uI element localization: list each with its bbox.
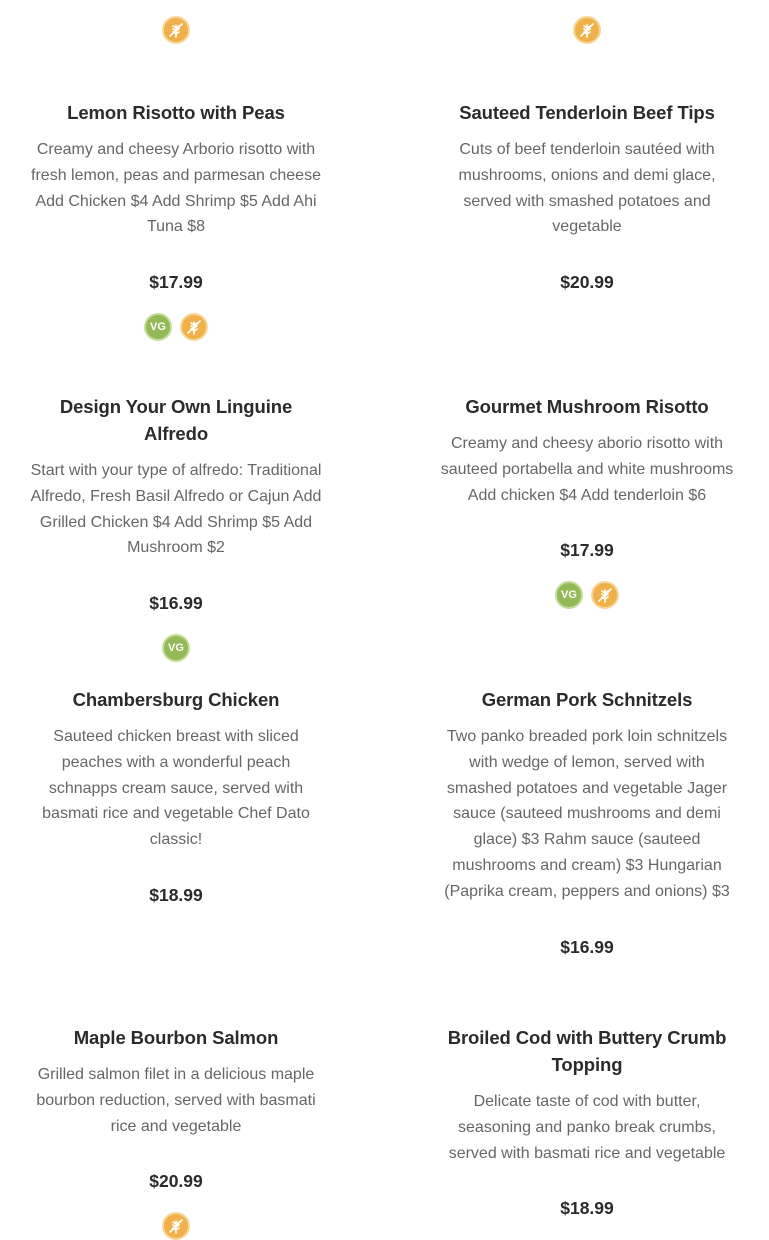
menu-item-linguine-alfredo bbox=[26, 393, 326, 662]
item-title: Broiled Cod with Buttery Crumb Topping bbox=[447, 1027, 727, 1075]
dietary-icons bbox=[437, 581, 737, 609]
menu-item-pork-schnitzels bbox=[437, 686, 737, 958]
item-price: $17.99 bbox=[149, 272, 203, 293]
item-price: $16.99 bbox=[560, 936, 614, 957]
item-title: German Pork Schnitzels bbox=[481, 689, 693, 710]
item-price: $18.99 bbox=[560, 1198, 614, 1219]
gluten-free-icon bbox=[591, 581, 619, 609]
item-title: Lemon Risotto with Peas bbox=[67, 102, 285, 123]
menu-item-maple-salmon bbox=[26, 1024, 326, 1240]
gluten-free-icon bbox=[180, 313, 208, 341]
dietary-icons bbox=[26, 1212, 326, 1240]
item-price: $18.99 bbox=[149, 884, 203, 905]
item-title: Gourmet Mushroom Risotto bbox=[465, 396, 709, 417]
item-description: Creamy and cheesy aborio risotto with sauteed portabella and white mushrooms Add chicken $4 Add tenderloin $6 bbox=[440, 435, 734, 504]
item-title: Chambersburg Chicken bbox=[72, 689, 280, 710]
item-description: Grilled salmon filet in a delicious maple bourbon reduction, served with basmati rice and vegetable bbox=[36, 1066, 316, 1135]
menu-item-beef-tips bbox=[437, 99, 737, 293]
item-price: $20.99 bbox=[149, 1171, 203, 1192]
item-title: Sauteed Tenderloin Beef Tips bbox=[459, 102, 715, 123]
item-description: Start with your type of alfredo: Traditional Alfredo, Fresh Basil Alfredo or Cajun Add Grilled Chicken $4 Add Shrimp $5 Add Mushroom $2 bbox=[30, 462, 322, 557]
item-description: Sauteed chicken breast with sliced peaches with a wonderful peach schnapps cream sauce, served with basmati rice and vegetable Chef Dato classic! bbox=[42, 728, 310, 849]
vegetarian-icon: VG bbox=[162, 634, 190, 662]
item-price: $20.99 bbox=[560, 272, 614, 293]
vegetarian-icon: VG bbox=[555, 581, 583, 609]
item-price: $17.99 bbox=[560, 540, 614, 561]
menu-item-lemon-risotto bbox=[26, 99, 326, 341]
gluten-free-icon bbox=[162, 16, 190, 44]
menu-item-mushroom-risotto bbox=[437, 393, 737, 609]
item-description: Creamy and cheesy Arborio risotto with fresh lemon, peas and parmesan cheese Add Chicken $4 Add Shrimp $5 Add Ahi Tuna $8 bbox=[31, 141, 321, 236]
item-description: Cuts of beef tenderloin sautéed with mushrooms, onions and demi glace, served with smashed potatoes and vegetable bbox=[458, 141, 716, 236]
gluten-free-icon bbox=[162, 1212, 190, 1240]
gluten-free-icon bbox=[573, 16, 601, 44]
item-description: Two panko breaded pork loin schnitzels with wedge of lemon, served with smashed potatoes and vegetable Jager sauce (sauteed mushrooms and demi glace) $3 Rahm sauce (sauteed mushrooms and cream) $3 Hungarian (Paprika cream, peppers and onions) $3 bbox=[444, 728, 730, 900]
item-title: Design Your Own Linguine Alfredo bbox=[59, 396, 293, 444]
top-right-gluten-free bbox=[573, 16, 601, 44]
item-description: Delicate taste of cod with butter, seasoning and panko break crumbs, served with basmati rice and vegetable bbox=[448, 1093, 726, 1162]
dietary-icons bbox=[26, 634, 326, 662]
menu-item-broiled-cod bbox=[437, 1024, 737, 1219]
vegetarian-icon: VG bbox=[144, 313, 172, 341]
item-price: $16.99 bbox=[149, 593, 203, 614]
top-left-gluten-free bbox=[162, 16, 190, 44]
dietary-icons bbox=[26, 313, 326, 341]
item-title: Maple Bourbon Salmon bbox=[73, 1027, 279, 1048]
menu-item-chambersburg-chicken bbox=[26, 686, 326, 906]
